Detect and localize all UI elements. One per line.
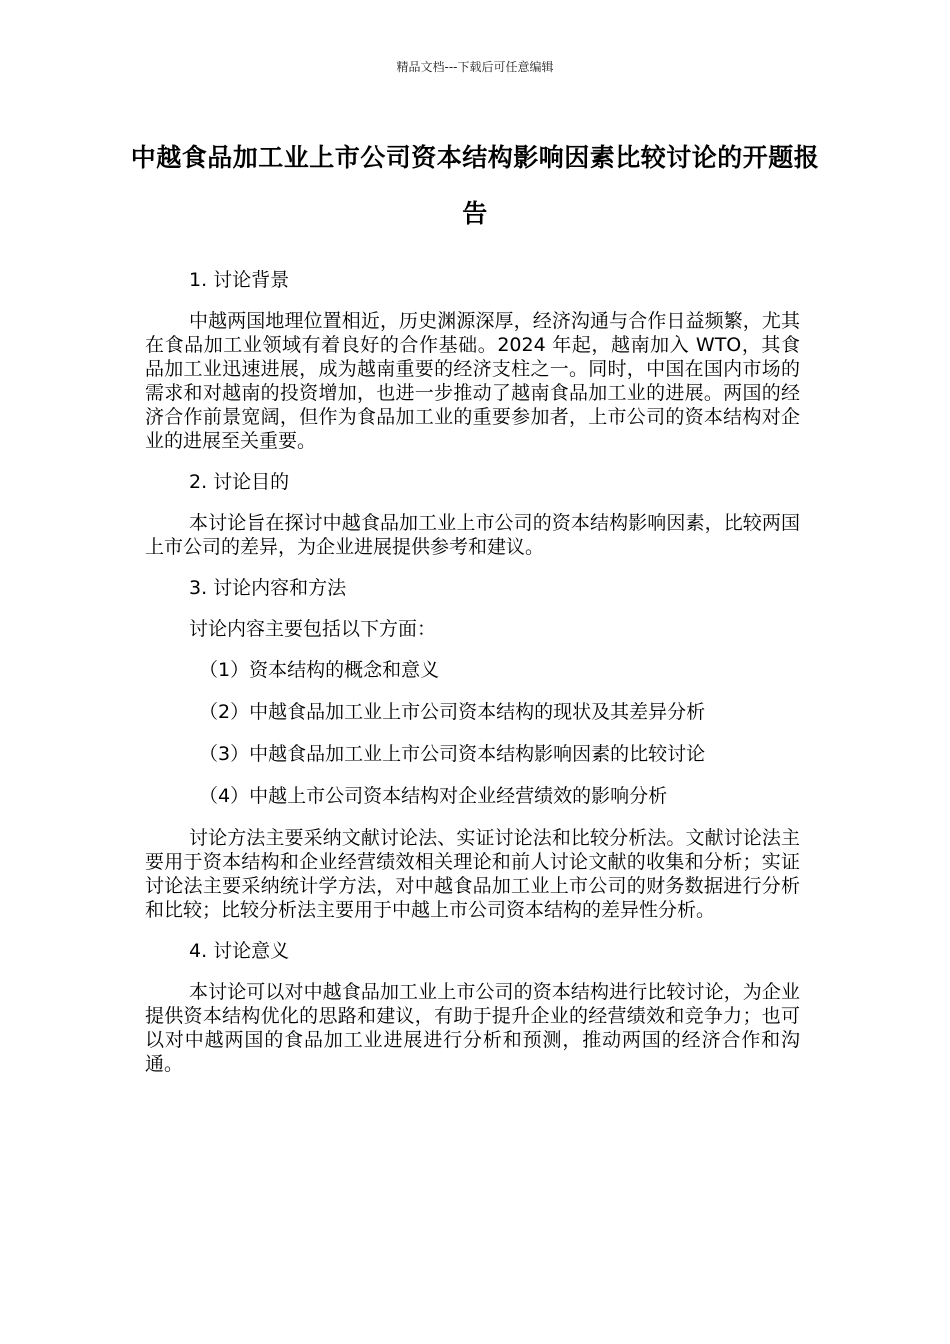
purpose-paragraph: 本讨论旨在探讨中越食品加工业上市公司的资本结构影响因素，比较两国上市公司的差异，为企业进展提供参考和建议。 xyxy=(145,512,800,558)
document-title: 中越食品加工业上市公司资本结构影响因素比较讨论的开题报告 xyxy=(130,143,820,228)
section-heading-background: 1. 讨论背景 xyxy=(189,269,290,291)
significance-paragraph: 本讨论可以对中越食品加工业上市公司的资本结构进行比较讨论，为企业提供资本结构优化的思路和建议，有助于提升企业的经营绩效和竞争力；也可以对中越两国的食品加工业进展进行分析和预测，推动两国的经济合作和沟通。 xyxy=(145,981,800,1075)
section-heading-purpose: 2. 讨论目的 xyxy=(189,471,290,493)
section-heading-content-method: 3. 讨论内容和方法 xyxy=(189,577,347,599)
content-lead-text: 讨论内容主要包括以下方面： xyxy=(189,618,437,640)
list-item: （2）中越食品加工业上市公司资本结构的现状及其差异分析 xyxy=(199,701,706,723)
document-body xyxy=(145,268,800,1093)
list-item: （1）资本结构的概念和意义 xyxy=(199,659,440,681)
method-paragraph: 讨论方法主要采纳文献讨论法、实证讨论法和比较分析法。文献讨论法主要用于资本结构和企业经营绩效相关理论和前人讨论文献的收集和分析；实证讨论法主要采纳统计学方法，对中越食品加工业上市公司的财务数据进行分析和比较；比较分析法主要用于中越上市公司资本结构的差异性分析。 xyxy=(145,827,800,921)
list-item: （4）中越上市公司资本结构对企业经营绩效的影响分析 xyxy=(199,785,668,807)
section-heading-significance: 4. 讨论意义 xyxy=(189,940,290,962)
list-item: （3）中越食品加工业上市公司资本结构影响因素的比较讨论 xyxy=(199,743,706,765)
page-header-note: 精品文档---下载后可任意编辑 xyxy=(396,60,554,74)
background-paragraph: 中越两国地理位置相近，历史渊源深厚，经济沟通与合作日益频繁，尤其在食品加工业领域有着良好的合作基础。2024 年起，越南加入 WTO，其食品加工业迅速进展，成为越南重要的经济支柱之一。同时，中国在国内市场的需求和对越南的投资增加，也进一步推动了越南食品加工业的进展。两国的经济合作前景宽阔，但作为食品加工业的重要参加者，上市公司的资本结构对企业的进展至关重要。 xyxy=(145,310,800,452)
